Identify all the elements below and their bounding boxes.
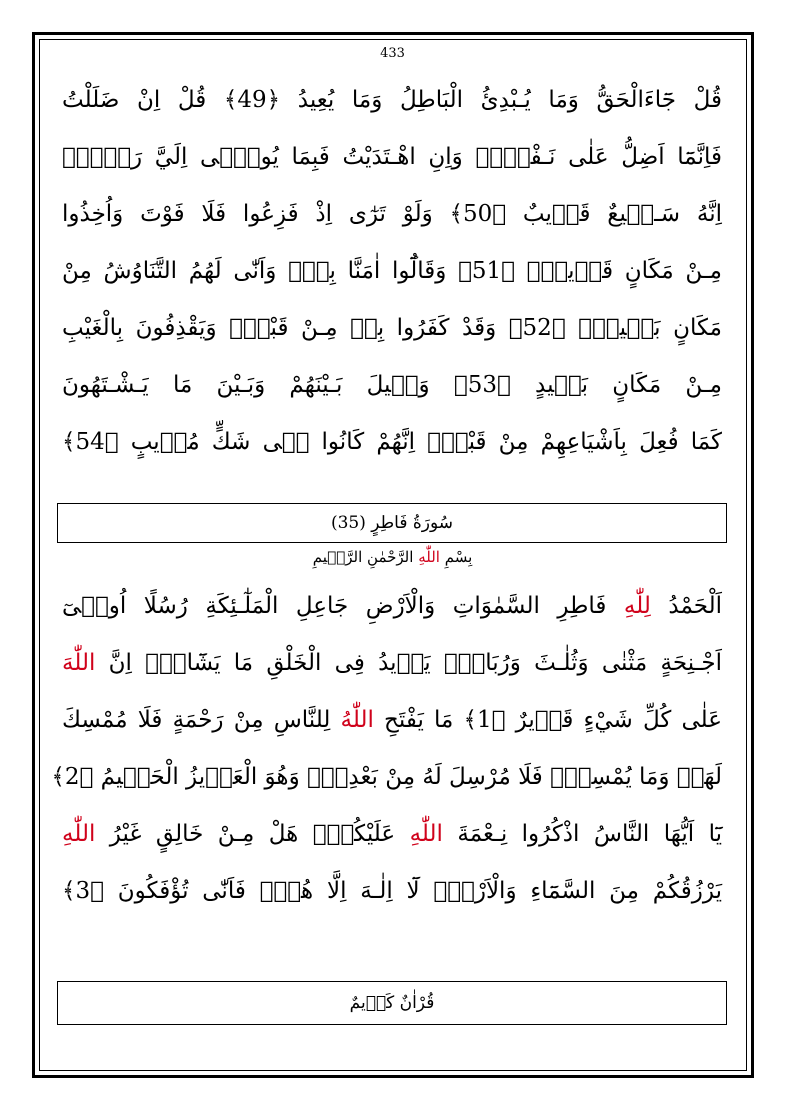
- surah-header: سُورَةُ فَاطِرٍ (35): [57, 503, 727, 543]
- page-number: 433: [380, 46, 405, 61]
- verse-line: [62, 578, 722, 635]
- verse-line: [62, 635, 722, 692]
- basmala-rahman: الرَّحْمٰنِ الرَّحٖيمِ: [312, 548, 414, 566]
- verses-saba: [62, 72, 722, 471]
- verse-segment: لَهَاۚ وَمَا يُمْسِكْۙ فَلَا مُرْسِلَ لَهُ مِنْ بَعْدِهٖۜ وَهُوَ الْعَزٖيزُ الْحَكٖيمُ ﴿2﴾: [51, 764, 722, 790]
- verses-fatir: [51, 578, 722, 920]
- verse-line: [62, 863, 722, 920]
- verse-segment: فَاطِرِ السَّمٰوَاتِ وَالْاَرْضِ جَاعِلِ الْمَلٰٓـئِكَةِ رُسُلًا اُولٖىٓ: [62, 593, 624, 619]
- verse-line: مَكَانٍ بَعٖيدٍۚ ﴿52﴾ وَقَدْ كَفَرُوا بِهٖ مِـنْ قَبْلُۚ وَيَقْذِفُونَ بِالْغَيْبِ: [62, 315, 722, 341]
- divine-name: لِلّٰهِ: [623, 593, 651, 619]
- divine-name: اللّٰهَ: [62, 650, 96, 676]
- verse-segment: عَلَيْكُمْۜ هَلْ مِـنْ خَالِقٍ غَيْرُ: [95, 821, 410, 847]
- verse-line: اِنَّهُ سَـمٖيعٌ قَرٖيبٌ ﴿50﴾ وَلَوْ تَرٰٓى اِذْ فَزِعُوا فَلَا فَوْتَ وَاُخِذُوا: [62, 201, 722, 227]
- divine-name: اللّٰهِ: [409, 821, 443, 847]
- verse-segment: عَلٰى كُلِّ شَيْءٍ قَدٖيرٌ ﴿1﴾ مَا يَفْتَحِ: [373, 707, 722, 733]
- verse-segment: يَرْزُقُكُمْ مِنَ السَّمَٓاءِ وَالْاَرْضِۜ لَٓا اِلٰـهَ اِلَّا هُوَۘ فَاَنّٰى تُؤْفَكُونَ ﴿3﴾: [62, 878, 722, 904]
- verse-segment: لِلنَّاسِ مِنْ رَحْمَةٍ فَلَا مُمْسِكَ: [62, 707, 341, 733]
- divine-name: اللّٰهُ: [340, 707, 374, 733]
- verse-segment: اَجْـنِحَةٍ مَثْنٰى وَثُلٰـثَ وَرُبَاعَۜ يَزٖيدُ فِى الْخَلْقِ مَا يَشَٓاءُۜ اِنَّ: [95, 650, 722, 676]
- verse-line: مِـنْ مَكَانٍ بَعٖيدٍ ﴿53﴾ وَحٖيلَ بَـيْنَهُمْ وَبَـيْنَ مَا يَـشْـتَهُونَ: [62, 372, 722, 398]
- basmala-bismi: بِسْمِ: [444, 548, 473, 566]
- verse-segment: اَلْحَمْدُ: [650, 593, 722, 619]
- verse-line: فَاِنَّمَٓا اَضِلُّ عَلٰى نَـفْسٖىۚ وَاِنِ اهْـتَدَيْتُ فَبِمَا يُوحٖٓى اِلَيَّ رَبّٖىۜ: [62, 144, 722, 170]
- divine-name: اللّٰهِ: [62, 821, 96, 847]
- verse-segment: يَٓا اَيُّهَا النَّاسُ اذْكُرُوا نِـعْمَةَ: [442, 821, 722, 847]
- footer-label: قُرْاٰنٌ كَرٖيمٌ: [57, 981, 727, 1025]
- verse-line: كَمَا فُعِلَ بِاَشْيَاعِهِمْ مِنْ قَبْلُۜ اِنَّهُمْ كَانُوا فٖى شَكٍّ مُرٖيبٍ ﴿54﴾: [62, 429, 722, 455]
- verse-line: [62, 692, 722, 749]
- verse-line: قُلْ جَٓاءَالْحَقُّ وَمَا يُـبْدِئُ الْبَاطِلُ وَمَا يُعِيدُ ﴿49﴾ قُلْ اِنْ ضَلَلْتُ: [62, 87, 722, 113]
- verse-line: [51, 749, 722, 806]
- basmala: [0, 548, 785, 566]
- verse-line: [62, 806, 722, 863]
- basmala-allah: اللّٰهِ: [418, 548, 440, 566]
- verse-line: مِـنْ مَكَانٍ قَرٖيبٍۙ ﴿51﴾ وَقَالُٓوا اٰمَنَّا بِهٖۚ وَاَنّٰى لَهُمُ التَّنَاوُشُ مِنْ: [62, 258, 722, 284]
